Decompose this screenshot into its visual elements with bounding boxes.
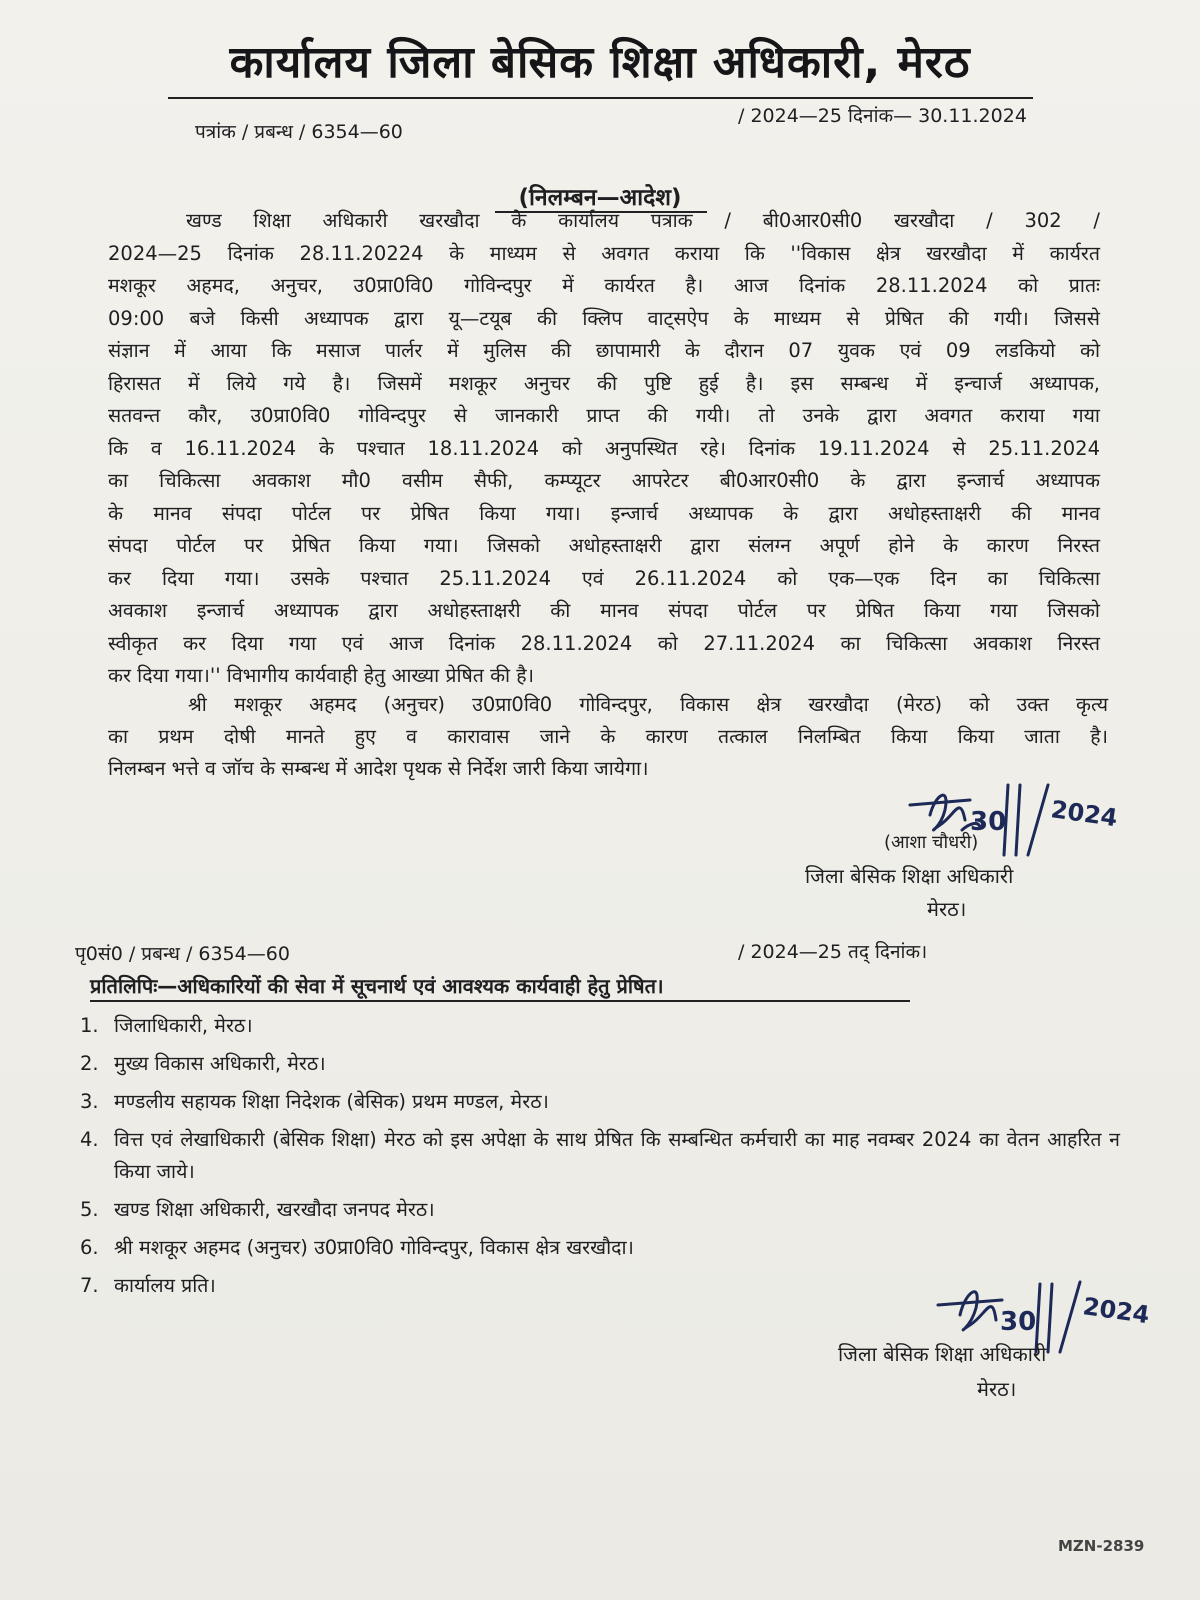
list-item — [80, 1124, 1120, 1188]
list-item — [80, 1194, 1120, 1226]
list-item-text: श्री मशकूर अहमद (अनुचर) उ0प्रा0वि0 गोविन्दपुर, विकास क्षेत्र खरखौदा। — [114, 1236, 634, 1259]
signatory-place: मेरठ। — [927, 897, 967, 921]
paragraph-line: सतवन्त कौर, उ0प्रा0वि0 गोविन्दपुर से जानकारी प्राप्त की गयी। तो उनके द्वारा अवगत कराया गया — [108, 404, 1100, 427]
list-item-number: 3. — [80, 1090, 99, 1113]
recipient-list — [80, 1010, 1120, 1308]
paragraph-line: निलम्बन भत्ते व जॉच के सम्बन्ध में आदेश पृथक से निर्देश जारी किया जायेगा। — [108, 757, 649, 780]
list-item-text: वित्त एवं लेखाधिकारी (बेसिक शिक्षा) मेरठ को इस अपेक्षा के साथ प्रेषित कि सम्बन्धित कर्मचारी का माह नवम्बर 2024 का वेतन आहरित न किया जाये। — [114, 1128, 1120, 1183]
list-item-number: 7. — [80, 1274, 99, 1297]
paragraph-line: खण्ड शिक्षा अधिकारी खरखौदा के कार्यालय पत्रांक / बी0आर0सी0 खरखौदा / 302 / — [186, 209, 1100, 232]
paragraph-line: कि व 16.11.2024 के पश्चात 18.11.2024 को अनुपस्थित रहे। दिनांक 19.11.2024 से 25.11.2024 — [108, 436, 1100, 460]
list-item-text: खण्ड शिक्षा अधिकारी, खरखौदा जनपद मेरठ। — [114, 1198, 435, 1221]
svg-text:2024: 2024 — [1081, 1292, 1152, 1330]
list-item-number: 5. — [80, 1198, 99, 1221]
svg-text:30: 30 — [1000, 1307, 1037, 1337]
signatory-title: जिला बेसिक शिक्षा अधिकारी — [838, 1342, 1047, 1366]
paragraph-line: 09:00 बजे किसी अध्यापक द्वारा यू—टयूब की क्लिप वाट्सऐप के माध्यम से प्रेषित की गयी। जिससे — [108, 306, 1100, 330]
svg-text:2024: 2024 — [1049, 795, 1120, 833]
paragraph-line: संज्ञान में आया कि मसाज पार्लर में मुलिस की छापामारी के दौरान 07 युवक एवं 09 लडकियो को — [108, 339, 1100, 362]
svg-text:30: 30 — [970, 807, 1007, 837]
paragraph-line: का प्रथम दोषी मानते हुए व कारावास जाने के कारण तत्काल निलम्बित किया किया जाता है। — [108, 725, 1108, 748]
order-paragraph-2 — [108, 689, 1108, 785]
paragraph-line: हिरासत में लिये गये है। जिसमें मशकूर अनुचर की पुष्टि हुई है। इस सम्बन्ध में इन्चार्ज अध्यापक, — [108, 371, 1100, 395]
office-title: कार्यालय जिला बेसिक शिक्षा अधिकारी, मेरठ — [229, 37, 971, 88]
list-item — [80, 1010, 1120, 1042]
list-item-text: कार्यालय प्रति। — [114, 1274, 216, 1297]
order-paragraph-1 — [108, 205, 1100, 693]
list-item-number: 6. — [80, 1236, 99, 1259]
signatory-name: (आशा चौधरी) — [884, 832, 979, 853]
paragraph-line: मशकूर अहमद, अनुचर, उ0प्रा0वि0 गोविन्दपुर में कार्यरत है। आज दिनांक 28.11.2024 को प्रातः — [108, 274, 1100, 297]
handwritten-signature-1 — [900, 775, 1140, 870]
paragraph-line: स्वीकृत कर दिया गया एवं आज दिनांक 28.11.2024 को 27.11.2024 का चिकित्सा अवकाश निरस्त — [108, 631, 1100, 655]
copy-heading: प्रतिलिपिः—अधिकारियों की सेवा में सूचनार्थ एवं आवश्यक कार्यवाही हेतु प्रेषित। — [90, 974, 664, 998]
paragraph-line: 2024—25 दिनांक 28.11.20224 के माध्यम से अवगत कराया कि ''विकास क्षेत्र खरखौदा में कार्यरत — [108, 241, 1100, 265]
order-heading: (निलम्बन—आदेश) — [518, 185, 682, 211]
copy-reference-number: पृ0सं0 / प्रबन्ध / 6354—60 — [75, 943, 290, 965]
paragraph-line: के मानव संपदा पोर्टल पर प्रेषित किया गया। इन्जार्च अध्यापक के द्वारा अधोहस्ताक्षरी की मानव — [108, 501, 1100, 525]
copy-heading-underline — [90, 1000, 910, 1002]
reference-number: पत्रांक / प्रबन्ध / 6354—60 — [195, 121, 403, 143]
paragraph-line: संपदा पोर्टल पर प्रेषित किया गया। जिसको अधोहस्ताक्षरी द्वारा संलग्न अपूर्ण होने के कारण निरस्त — [108, 534, 1100, 557]
paragraph-line: का चिकित्सा अवकाश मौ0 वसीम सैफी, कम्प्यूटर आपरेटर बी0आर0सी0 के द्वारा इन्जार्च अध्यापक — [108, 469, 1100, 492]
list-item-number: 2. — [80, 1052, 99, 1075]
list-item-text: जिलाधिकारी, मेरठ। — [114, 1014, 253, 1037]
paragraph-line: श्री मशकूर अहमद (अनुचर) उ0प्रा0वि0 गोविन्दपुर, विकास क्षेत्र खरखौदा (मेरठ) को उक्त कृत्य — [188, 693, 1108, 716]
list-item — [80, 1086, 1120, 1118]
list-item — [80, 1232, 1120, 1264]
document-code: MZN-2839 — [1058, 1537, 1145, 1555]
list-item-text: मण्डलीय सहायक शिक्षा निदेशक (बेसिक) प्रथम मण्डल, मेरठ। — [114, 1090, 549, 1113]
list-item — [80, 1048, 1120, 1080]
list-item-number: 1. — [80, 1014, 99, 1037]
list-item-text: मुख्य विकास अधिकारी, मेरठ। — [114, 1052, 326, 1075]
reference-date: / 2024—25 दिनांक— 30.11.2024 — [738, 105, 1027, 127]
paragraph-line: कर दिया गया।'' विभागीय कार्यवाही हेतु आख्या प्रेषित की है। — [108, 664, 535, 687]
paragraph-line: अवकाश इन्जार्च अध्यापक द्वारा अधोहस्ताक्षरी की मानव संपदा पोर्टल पर प्रेषित किया गया जिसको — [108, 599, 1100, 622]
signatory-title: जिला बेसिक शिक्षा अधिकारी — [805, 864, 1014, 888]
copy-reference-date: / 2024—25 तद् दिनांक। — [738, 941, 928, 963]
title-underline — [168, 97, 1033, 99]
paragraph-line: कर दिया गया। उसके पश्चात 25.11.2024 एवं 26.11.2024 को एक—एक दिन का चिकित्सा — [108, 566, 1100, 590]
list-item-number: 4. — [80, 1128, 99, 1151]
signatory-place: मेरठ। — [977, 1377, 1017, 1401]
